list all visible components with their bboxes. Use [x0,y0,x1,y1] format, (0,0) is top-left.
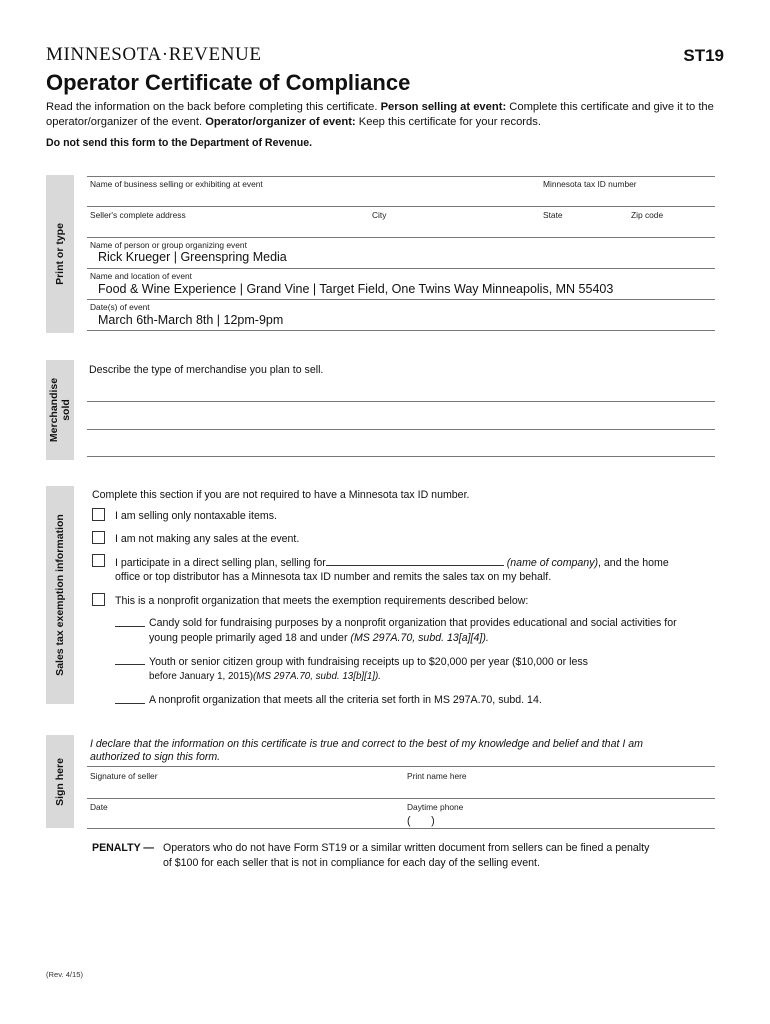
youth-text-cont: before January 1, 2015)(MS 297A.70, subd. 13[b][1]). [149,671,382,682]
company-name-field[interactable] [326,556,504,566]
business-name-field[interactable] [87,206,715,207]
signature-label: Signature of seller [90,771,158,781]
page-title: Operator Certificate of Compliance [46,70,411,95]
nonprofit-checkbox[interactable] [92,593,105,606]
nontaxable-checkbox[interactable] [92,508,105,521]
merchandise-sidebar [46,360,74,460]
direct-selling-label: I participate in a direct selling plan, selling for (name of company), and the home [115,557,669,569]
do-not-send-notice: Do not send this form to the Department of Revenue. [46,137,313,149]
divider [87,176,715,177]
address-field[interactable] [87,237,715,238]
date-label: Date [90,802,108,812]
merchandise-line-1[interactable] [87,401,715,402]
nonprofit-label: This is a nonprofit organization that meets the exemption requirements described below: [115,595,529,607]
form-number: ST19 [683,46,724,65]
direct-selling-checkbox[interactable] [92,554,105,567]
no-sales-checkbox[interactable] [92,531,105,544]
revision-date: (Rev. 4/15) [46,970,83,979]
date-field[interactable] [87,828,715,829]
youth-text: Youth or senior citizen group with fundraising receipts up to $20,000 per year ($10,000 or less [149,656,588,668]
state-label: State [543,210,563,220]
signature-field[interactable] [87,798,715,799]
business-name-label: Name of business selling or exhibiting at event [90,179,263,189]
exemption-sidebar [46,486,74,704]
city-label: City [372,210,387,220]
agency-logo: MINNESOTA·REVENUE [46,44,262,65]
print-name-label: Print name here [407,771,467,781]
organizer-value[interactable]: Rick Krueger | Greenspring Media [98,250,287,264]
print-section-sidebar [46,175,74,333]
candy-blank[interactable] [115,626,145,627]
penalty-text-1: Operators who do not have Form ST19 or a similar written document from sellers can be fined a penalty [163,842,650,854]
phone-label: Daytime phone [407,802,464,812]
nonprofit-criteria-text: A nonprofit organization that meets all the criteria set forth in MS 297A.70, subd. 14. [149,694,542,706]
direct-selling-label-cont: office or top distributor has a Minnesota tax ID number and remits the sales tax on my behalf. [115,571,552,583]
sign-section-label: Sign here [54,757,66,806]
merchandise-prompt: Describe the type of merchandise you plan to sell. [89,364,324,376]
dates-field[interactable] [87,330,715,331]
merchandise-line-2[interactable] [87,429,715,430]
penalty-text-2: of $100 for each seller that is not in compliance for each day of the selling event. [163,857,540,869]
organizer-label: Name of person or group organizing event [90,240,247,250]
sign-sidebar [46,735,74,828]
nontaxable-label: I am selling only nontaxable items. [115,510,277,522]
no-sales-label: I am not making any sales at the event. [115,533,300,545]
declaration-line-2: authorized to sign this form. [90,751,221,763]
event-field[interactable] [87,299,715,300]
exemption-intro: Complete this section if you are not required to have a Minnesota tax ID number. [92,489,470,501]
phone-area-code-field[interactable]: ( ) [407,815,435,827]
intro-text: Read the information on the back before completing this certificate. Person selling at event: Complete this certificate and give it to the operator/organizer of the event. Operator/organizer of event: Keep this certificate for your records. [46,101,714,128]
zip-label: Zip code [631,210,664,220]
candy-text-cont: young people primarily aged 18 and under (MS 297A.70, subd. 13[a][4]). [149,632,489,644]
declaration-line-1: I declare that the information on this certificate is true and correct to the best of my knowledge and belief and that I am [90,738,643,750]
event-value[interactable]: Food & Wine Experience | Grand Vine | Target Field, One Twins Way Minneapolis, MN 55403 [98,282,614,296]
dates-label: Date(s) of event [90,302,150,312]
divider [87,766,715,767]
merchandise-section-label: Merchandise sold [48,377,72,443]
penalty-label: PENALTY — [92,842,154,854]
address-label: Seller's complete address [90,210,186,220]
youth-blank[interactable] [115,664,145,665]
merchandise-line-3[interactable] [87,456,715,457]
tax-id-label: Minnesota tax ID number [543,179,637,189]
candy-text: Candy sold for fundraising purposes by a nonprofit organization that provides educational and social activities for [149,617,677,629]
print-section-label: Print or type [54,223,66,285]
event-label: Name and location of event [90,271,192,281]
exemption-section-label: Sales tax exemption information [54,514,66,676]
organizer-field[interactable] [87,268,715,269]
nonprofit-criteria-blank[interactable] [115,703,145,704]
dates-value[interactable]: March 6th-March 8th | 12pm-9pm [98,313,284,327]
